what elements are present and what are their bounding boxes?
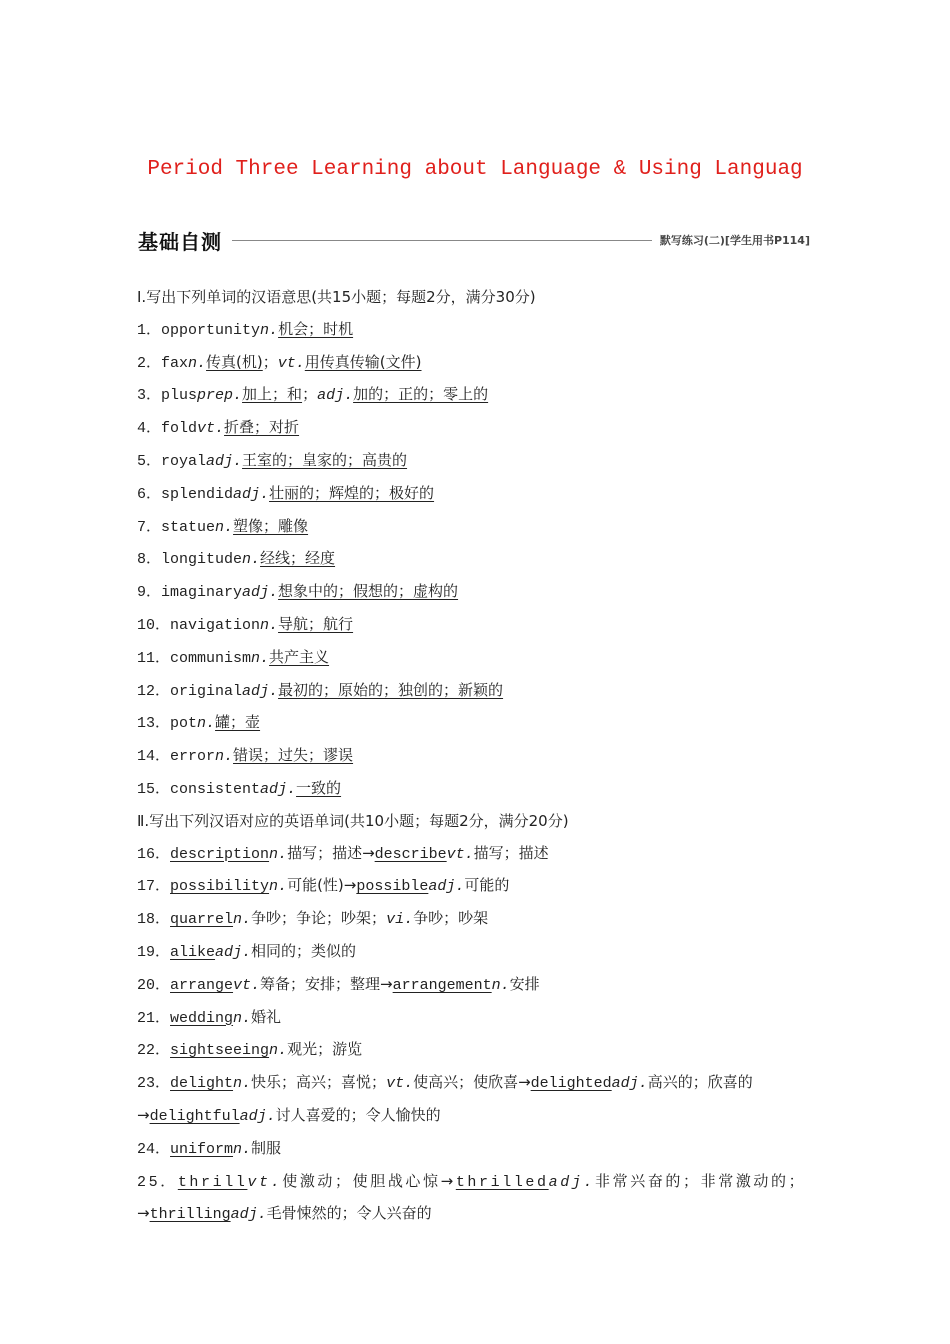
meaning-text: 相同的；类似的 bbox=[251, 941, 357, 960]
meaning-text: 使高兴；使欣喜→ bbox=[413, 1073, 531, 1092]
item-number: 21． bbox=[137, 1009, 171, 1027]
item-number: 22． bbox=[137, 1042, 171, 1060]
meaning-text: 制服 bbox=[251, 1138, 282, 1157]
part-of-speech: n. bbox=[233, 911, 252, 929]
part-of-speech: n. bbox=[233, 1075, 252, 1093]
section-heading: 基础自测 bbox=[138, 229, 222, 254]
list-item bbox=[137, 609, 817, 642]
list-item-continuation bbox=[137, 1100, 817, 1133]
meaning-text: 描写；描述→ bbox=[287, 843, 375, 862]
meaning-text: 筹备；安排；整理→ bbox=[260, 974, 393, 993]
answer-text: 壮丽的；辉煌的；极好的 bbox=[269, 483, 435, 502]
answer-text: 用传真传输(文件) bbox=[304, 352, 422, 371]
item-number: 17． bbox=[137, 878, 171, 896]
meaning-text: 可能(性)→ bbox=[287, 876, 357, 895]
list-item bbox=[137, 642, 817, 675]
item-word: fold bbox=[161, 420, 198, 438]
item-number: 7． bbox=[137, 518, 162, 536]
part-of-speech: n. bbox=[233, 1009, 252, 1027]
meaning-text: 毛骨悚然的；令人兴奋的 bbox=[266, 1204, 432, 1223]
item-word: statue bbox=[161, 518, 216, 536]
list-item bbox=[137, 1166, 817, 1199]
part-of-speech: n. bbox=[242, 551, 261, 569]
list-item bbox=[137, 445, 817, 478]
part-of-speech: n. bbox=[197, 715, 216, 733]
meaning-text: 讨人喜爱的；令人愉快的 bbox=[275, 1105, 441, 1124]
list-item bbox=[137, 314, 817, 347]
item-word: royal bbox=[161, 452, 207, 470]
item-number: 23． bbox=[137, 1075, 171, 1093]
page-title: Period Three Learning about Language & Using Languag bbox=[147, 158, 803, 181]
separator: ； bbox=[302, 385, 318, 404]
item-number: 18． bbox=[137, 911, 171, 929]
answer-word: delightful bbox=[149, 1107, 240, 1125]
part-of-speech: adj. bbox=[230, 1206, 267, 1224]
list-item bbox=[137, 838, 817, 871]
answer-word: possible bbox=[356, 878, 429, 896]
answer-text: 加的；正的；零上的 bbox=[353, 385, 489, 404]
list-item bbox=[137, 936, 817, 969]
item-number: 8． bbox=[137, 551, 162, 569]
item-number: 1． bbox=[137, 321, 162, 339]
answer-word: uniform bbox=[170, 1140, 234, 1158]
answer-text: 折叠；对折 bbox=[224, 418, 300, 437]
answer-text: 最初的；原始的；独创的；新颖的 bbox=[278, 680, 504, 699]
answer-word: thrilling bbox=[149, 1206, 231, 1224]
answer-text: 错误；过失；谬误 bbox=[233, 746, 354, 765]
answer-text: 传真(机) bbox=[206, 352, 263, 371]
item-word: pot bbox=[170, 715, 198, 733]
part1-heading: Ⅰ.写出下列单词的汉语意思(共15小题；每题2分，满分30分) bbox=[137, 288, 536, 306]
part-of-speech: adj. bbox=[611, 1075, 648, 1093]
section-header bbox=[138, 226, 810, 254]
item-number: 3． bbox=[137, 387, 162, 405]
part2-list bbox=[137, 838, 817, 1232]
meaning-text: 非常兴奋的；非常激动的； bbox=[595, 1171, 807, 1190]
item-number: 13． bbox=[137, 715, 171, 733]
item-word: consistent bbox=[170, 780, 261, 798]
answer-word: description bbox=[170, 845, 270, 863]
answer-text: 加上；和 bbox=[242, 385, 303, 404]
list-item bbox=[137, 707, 817, 740]
answer-word: thrill bbox=[177, 1173, 248, 1191]
answer-text: 经线；经度 bbox=[260, 549, 336, 568]
answer-text: 机会；时机 bbox=[278, 319, 354, 338]
item-number: 9． bbox=[137, 584, 162, 602]
exercise-content bbox=[137, 282, 817, 1231]
item-word: original bbox=[170, 682, 243, 700]
part-of-speech: prep. bbox=[197, 387, 243, 405]
item-number: 12． bbox=[137, 682, 171, 700]
answer-word: arrangement bbox=[392, 976, 492, 994]
answer-word: sightseeing bbox=[170, 1042, 270, 1060]
list-item bbox=[137, 773, 817, 806]
part-of-speech: adj. bbox=[242, 584, 279, 602]
meaning-text: 描写；描述 bbox=[473, 843, 549, 862]
part-of-speech: n. bbox=[215, 518, 234, 536]
item-number: 4． bbox=[137, 420, 162, 438]
item-number: 11． bbox=[137, 649, 171, 667]
part1-list bbox=[137, 314, 817, 806]
item-number: 16． bbox=[137, 845, 171, 863]
list-item bbox=[137, 1067, 817, 1100]
answer-text: 罐；壶 bbox=[215, 713, 261, 732]
list-item bbox=[137, 969, 817, 1002]
part-of-speech: n. bbox=[188, 354, 207, 372]
section-reference: 默写练习(二)[学生用书P114] bbox=[659, 234, 810, 247]
meaning-text: 高兴的；欣喜的 bbox=[647, 1073, 753, 1092]
meaning-text: 争吵；吵架 bbox=[413, 909, 489, 928]
answer-word: delighted bbox=[530, 1075, 612, 1093]
answer-word: thrilled bbox=[455, 1173, 549, 1191]
item-word: navigation bbox=[170, 616, 261, 634]
part-of-speech: n. bbox=[491, 976, 510, 994]
answer-word: arrange bbox=[170, 976, 234, 994]
item-number: 14． bbox=[137, 748, 171, 766]
answer-word: quarrel bbox=[170, 911, 234, 929]
part-of-speech: vt. bbox=[247, 1173, 283, 1191]
item-number: 6． bbox=[137, 485, 162, 503]
item-number: 24． bbox=[137, 1140, 171, 1158]
meaning-text: 争吵；争论；吵架； bbox=[251, 909, 387, 928]
item-word: fax bbox=[161, 354, 189, 372]
meaning-text: 安排 bbox=[509, 974, 540, 993]
arrow: → bbox=[137, 1105, 150, 1124]
meaning-text: 快乐；高兴；喜悦； bbox=[251, 1073, 387, 1092]
list-item bbox=[137, 412, 817, 445]
part2-heading: Ⅱ.写出下列汉语对应的英语单词(共10小题；每题2分，满分20分) bbox=[137, 811, 569, 830]
part-of-speech: adj. bbox=[242, 682, 279, 700]
list-item bbox=[137, 1133, 817, 1166]
list-item bbox=[137, 1034, 817, 1067]
item-number: 2． bbox=[137, 354, 162, 372]
answer-word: describe bbox=[374, 845, 447, 863]
meaning-text: 使激动；使胆战心惊→ bbox=[282, 1171, 456, 1190]
part-of-speech: n. bbox=[251, 649, 270, 667]
item-number: 25． bbox=[137, 1173, 178, 1191]
answer-word: wedding bbox=[170, 1009, 234, 1027]
part-of-speech: n. bbox=[215, 748, 234, 766]
answer-text: 导航；航行 bbox=[278, 614, 354, 633]
answer-text: 想象中的；假想的；虚构的 bbox=[278, 582, 459, 601]
item-number: 15． bbox=[137, 780, 171, 798]
meaning-text: 婚礼 bbox=[251, 1007, 282, 1026]
separator: ； bbox=[262, 352, 278, 371]
part-of-speech: adj. bbox=[239, 1107, 276, 1125]
part-of-speech: n. bbox=[269, 1042, 288, 1060]
item-number: 10． bbox=[137, 616, 171, 634]
item-word: imaginary bbox=[161, 584, 243, 602]
list-item bbox=[137, 379, 817, 412]
list-item bbox=[137, 903, 817, 936]
list-item bbox=[137, 347, 817, 380]
item-number: 19． bbox=[137, 943, 171, 961]
answer-text: 共产主义 bbox=[269, 647, 330, 666]
list-item bbox=[137, 1002, 817, 1035]
meaning-text: 观光；游览 bbox=[287, 1040, 363, 1059]
answer-text: 一致的 bbox=[296, 778, 342, 797]
list-item bbox=[137, 870, 817, 903]
item-word: error bbox=[170, 748, 216, 766]
part-of-speech: n. bbox=[269, 845, 288, 863]
item-number: 5． bbox=[137, 452, 162, 470]
section-divider bbox=[232, 240, 652, 241]
answer-text: 王室的；皇家的；高贵的 bbox=[242, 450, 408, 469]
arrow: → bbox=[137, 1204, 150, 1223]
answer-word: delight bbox=[170, 1075, 234, 1093]
list-item bbox=[137, 543, 817, 576]
part-of-speech: adj. bbox=[548, 1173, 596, 1191]
part-of-speech: n. bbox=[260, 616, 279, 634]
item-word: opportunity bbox=[161, 321, 261, 339]
part-of-speech: n. bbox=[233, 1140, 252, 1158]
answer-word: possibility bbox=[170, 878, 270, 896]
part-of-speech: n. bbox=[269, 878, 288, 896]
part-of-speech: adj. bbox=[206, 452, 243, 470]
list-item bbox=[137, 675, 817, 708]
item-word: splendid bbox=[161, 485, 234, 503]
part-of-speech: adj. bbox=[260, 780, 297, 798]
list-item-continuation bbox=[137, 1198, 817, 1231]
part-of-speech: vt. bbox=[446, 845, 474, 863]
part-of-speech: vt. bbox=[197, 420, 225, 438]
part-of-speech: adj. bbox=[215, 943, 252, 961]
part-of-speech: adj. bbox=[317, 387, 354, 405]
list-item bbox=[137, 576, 817, 609]
item-word: communism bbox=[170, 649, 252, 667]
list-item bbox=[137, 740, 817, 773]
part-of-speech: adj. bbox=[233, 485, 270, 503]
answer-word: alike bbox=[170, 943, 216, 961]
list-item bbox=[137, 511, 817, 544]
part-of-speech: adj. bbox=[428, 878, 465, 896]
item-number: 20． bbox=[137, 976, 171, 994]
part-of-speech: vi. bbox=[386, 911, 414, 929]
item-word: plus bbox=[161, 387, 198, 405]
answer-text: 塑像；雕像 bbox=[233, 516, 309, 535]
meaning-text: 可能的 bbox=[464, 876, 510, 895]
item-word: longitude bbox=[161, 551, 243, 569]
list-item bbox=[137, 478, 817, 511]
part-of-speech: vt. bbox=[277, 354, 305, 372]
part-of-speech: vt. bbox=[233, 976, 261, 994]
part-of-speech: n. bbox=[260, 321, 279, 339]
part-of-speech: vt. bbox=[386, 1075, 414, 1093]
